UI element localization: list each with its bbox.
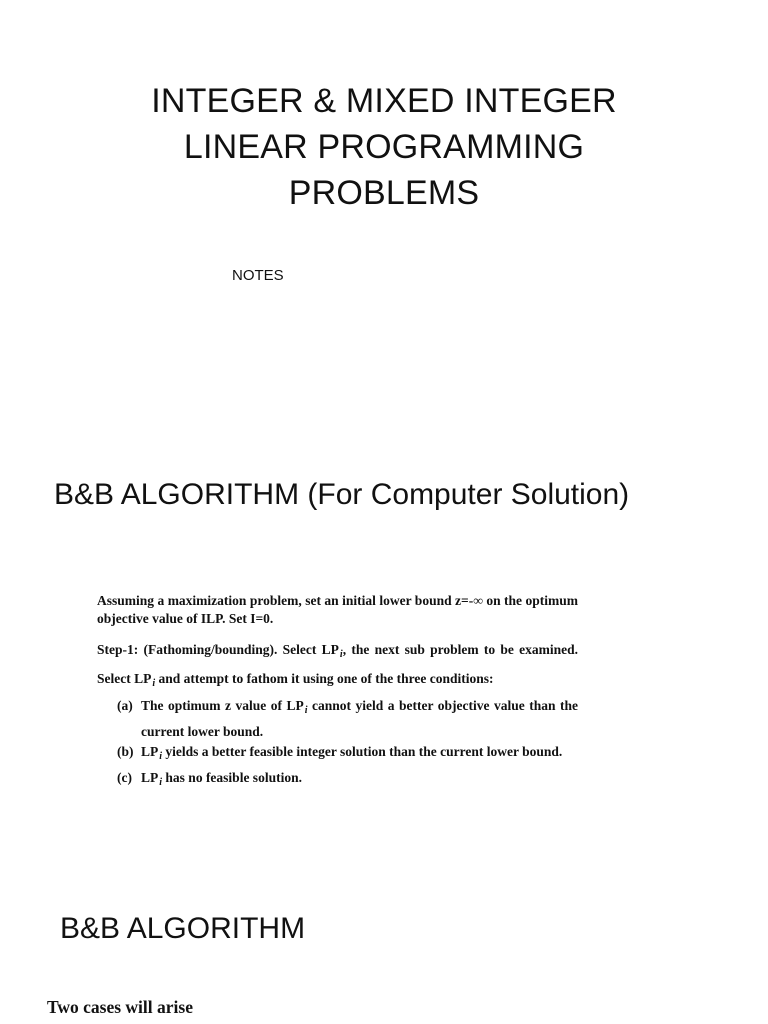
intro-paragraph: Assuming a maximization problem, set an initial lower bound z=-∞ on the optimum objective value of ILP. Set I=0. [97,593,578,626]
condition-subscript: i [159,776,163,788]
condition-text-post: cannot yield a better objective value than the current lower bound. [141,698,578,739]
title-line-1: INTEGER & MIXED INTEGER [151,82,617,120]
condition-label: (b) [117,744,134,759]
title-line-3: PROBLEMS [288,174,480,212]
condition-text-pre: The optimum z value of LP [141,698,304,713]
condition-text-pre: LP [141,744,159,759]
condition-c [97,768,578,794]
body-text-two-cases: Two cases will arise [47,997,193,1017]
condition-subscript: i [304,705,308,716]
step1-suffix: and attempt to fathom it using one of the three conditions: [155,671,494,686]
step1-subscript-2: i [152,678,156,689]
section-heading-bb-computer: B&B ALGORITHM (For Computer Solution) [54,478,630,511]
step1-subscript-1: i [339,649,343,660]
section-heading-bb: B&B ALGORITHM [60,912,306,945]
condition-label: (c) [117,769,132,785]
title-line-2: LINEAR PROGRAMMING [183,128,585,166]
condition-text-post: has no feasible solution. [162,769,302,785]
step1-prefix: Step-1: (Fathoming/bounding). Select LP [97,642,339,657]
document-title [0,78,768,216]
condition-b [97,742,578,768]
condition-subscript: i [159,751,163,762]
step1-paragraph [97,638,578,696]
conditions-list [97,696,578,793]
condition-text-post: yields a better feasible integer solution than the current lower bound. [162,744,563,759]
notes-label: NOTES [232,267,284,284]
step1-middle: , the next sub problem to be examined. Select LP [97,642,579,686]
algorithm-text-block [97,592,578,793]
condition-a [97,696,578,742]
condition-label: (a) [117,698,133,713]
condition-text-pre: LP [141,769,159,785]
